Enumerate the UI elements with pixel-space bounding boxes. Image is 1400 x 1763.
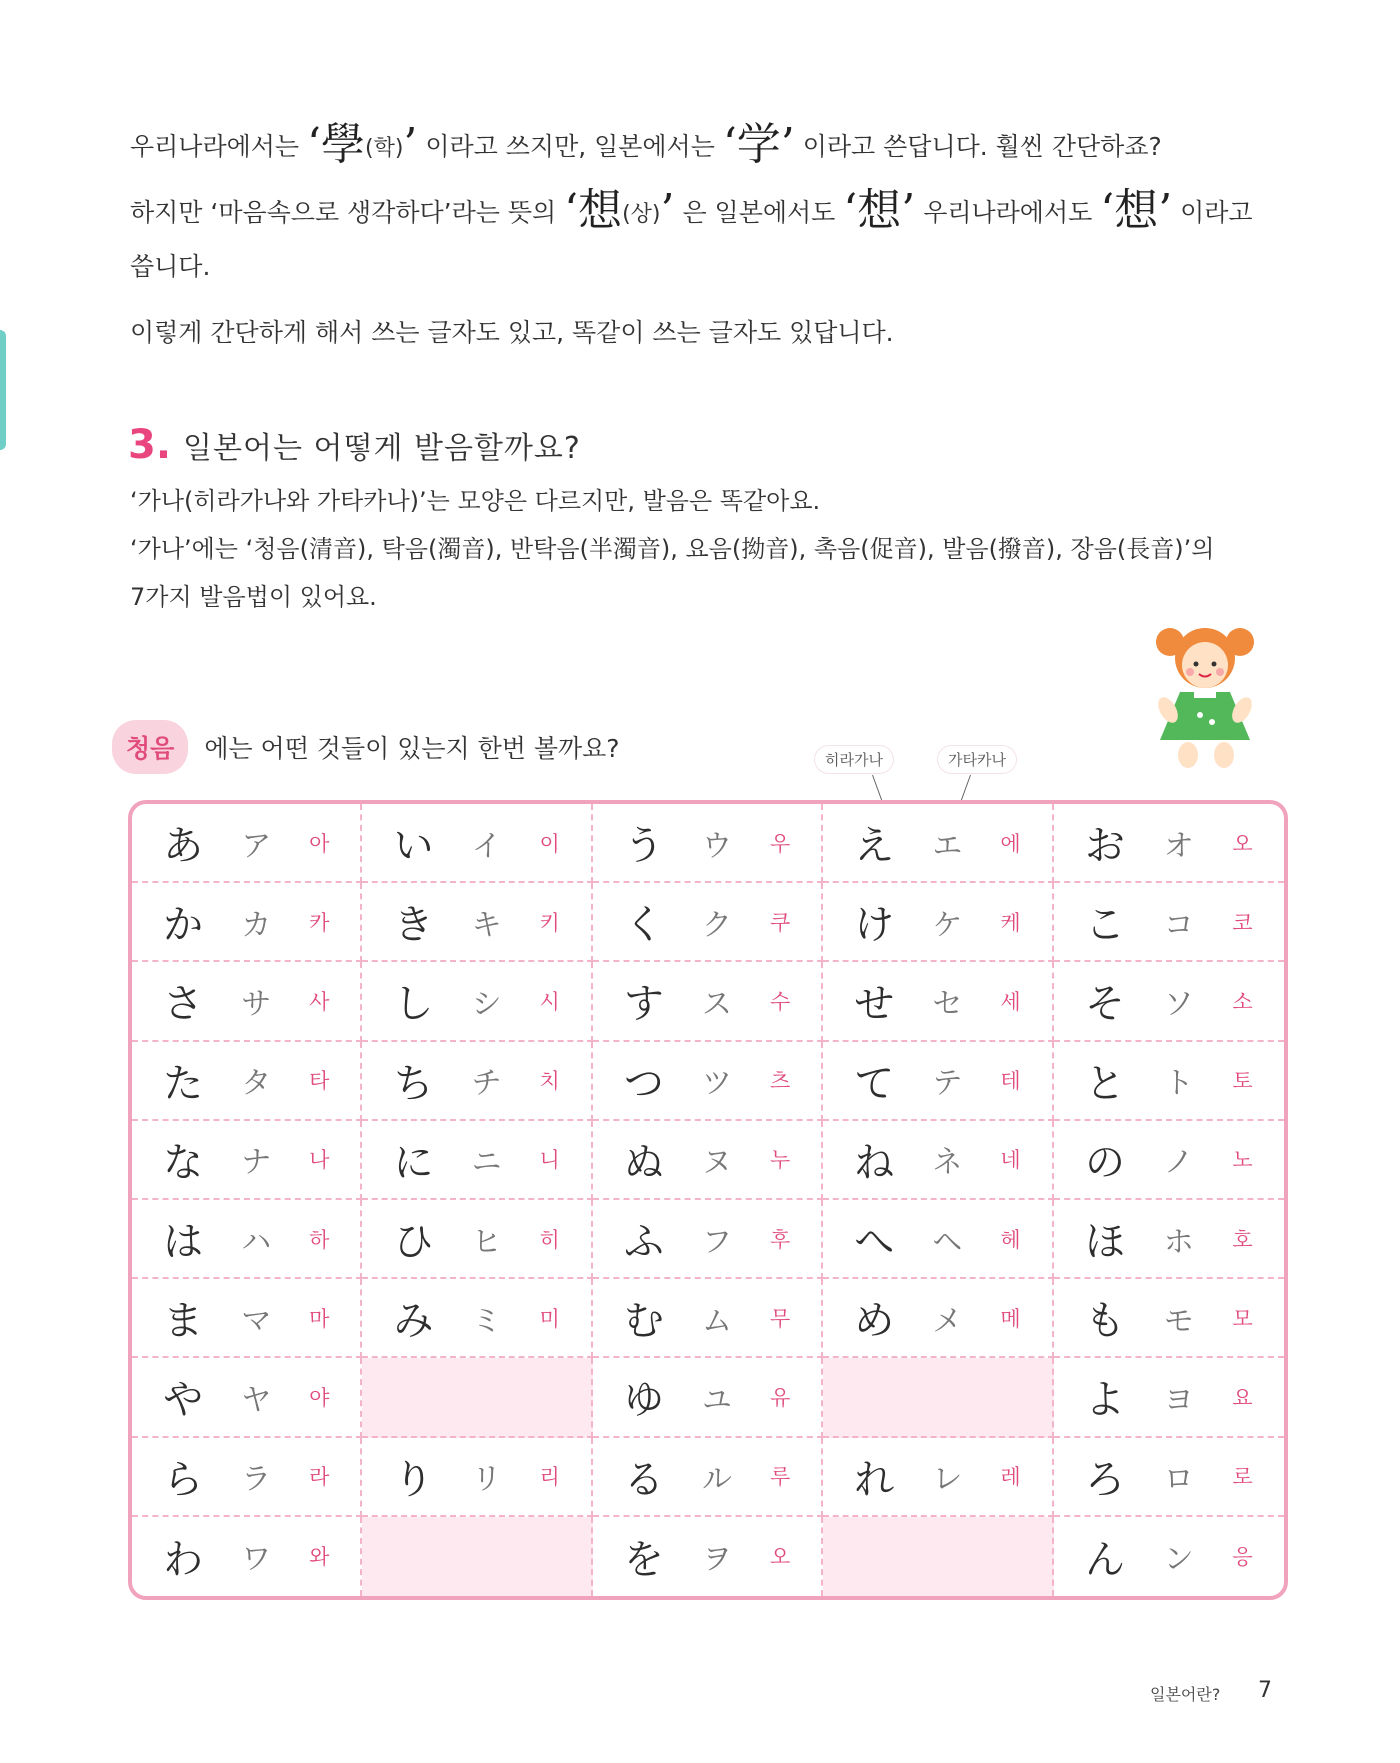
hiragana-char: り: [393, 1456, 434, 1503]
callout-katakana: 가타카나: [938, 746, 1016, 773]
korean-reading: 수: [769, 989, 791, 1014]
katakana-char: レ: [932, 1462, 963, 1498]
katakana-char: ヲ: [701, 1542, 732, 1578]
korean-reading: 니: [539, 1148, 560, 1173]
hiragana-char: な: [163, 1139, 204, 1186]
page-number: 7: [1258, 1678, 1272, 1703]
katakana-char: ミ: [471, 1303, 502, 1339]
korean-reading: 나: [309, 1148, 330, 1173]
kana-cell: [132, 883, 362, 962]
kana-cell: [823, 1438, 1053, 1517]
korean-reading: 하: [309, 1227, 330, 1252]
kana-cell: [1054, 883, 1284, 962]
katakana-char: エ: [932, 828, 963, 864]
hiragana-char: れ: [854, 1456, 895, 1503]
korean-reading: 루: [769, 1465, 791, 1490]
hiragana-char: ふ: [623, 1219, 664, 1266]
text: 우리나라에서는: [130, 132, 307, 161]
hiragana-char: か: [163, 902, 204, 949]
katakana-char: ス: [701, 986, 732, 1022]
korean-reading: 키: [539, 910, 560, 935]
korean-reading: 히: [539, 1227, 560, 1252]
hiragana-char: む: [623, 1298, 664, 1345]
kana-cell-empty: [823, 1517, 1053, 1596]
hiragana-char: と: [1084, 1060, 1125, 1107]
kana-cell: [593, 1358, 823, 1437]
kana-cell-empty: [823, 1358, 1053, 1437]
katakana-char: イ: [471, 828, 502, 864]
kana-cell: [823, 962, 1053, 1041]
korean-reading: 치: [539, 1069, 560, 1094]
korean-reading: 오: [1232, 831, 1253, 856]
korean-reading: 코: [1232, 910, 1253, 935]
korean-reading: 후: [769, 1227, 791, 1252]
kana-cell-empty: [362, 1517, 592, 1596]
hiragana-char: ひ: [393, 1219, 434, 1266]
kana-cell: [362, 1121, 592, 1200]
katakana-char: ヒ: [471, 1224, 502, 1260]
hiragana-char: に: [393, 1139, 434, 1186]
category-text: 에는 어떤 것들이 있는지 한번 볼까요?: [204, 734, 620, 763]
katakana-char: オ: [1163, 828, 1194, 864]
kana-cell: [1054, 962, 1284, 1041]
katakana-char: チ: [471, 1066, 502, 1102]
korean-reading: 우: [769, 831, 791, 856]
kana-cell: [132, 1121, 362, 1200]
korean-reading: 츠: [769, 1069, 791, 1094]
callout-hiragana: 히라가나: [815, 746, 893, 773]
korean-reading: 소: [1232, 989, 1253, 1014]
category-badge: 청음: [112, 720, 188, 774]
kana-cell: [362, 962, 592, 1041]
kana-cell: [1054, 804, 1284, 883]
katakana-char: ン: [1163, 1542, 1194, 1578]
korean-reading: 리: [539, 1465, 560, 1490]
katakana-char: ケ: [932, 907, 963, 943]
section-title-text: 일본어는 어떻게 발음할까요?: [183, 431, 581, 466]
kana-cell: [823, 1279, 1053, 1358]
category-label-row: [112, 722, 620, 772]
hiragana-char: そ: [1084, 981, 1125, 1028]
korean-reading: 레: [1000, 1465, 1021, 1490]
katakana-char: シ: [471, 986, 502, 1022]
hiragana-char: め: [854, 1298, 895, 1345]
kana-cell: [132, 804, 362, 883]
kana-cell: [1054, 1121, 1284, 1200]
korean-reading: 라: [309, 1465, 330, 1490]
korean-reading: 무: [769, 1306, 791, 1331]
katakana-char: ム: [701, 1303, 732, 1339]
kana-cell-empty: [362, 1358, 592, 1437]
hanja-big: ‘想’: [843, 185, 916, 236]
katakana-char: ユ: [701, 1382, 732, 1418]
quote-mark: ’: [660, 185, 675, 236]
doll-illustration: [1150, 620, 1260, 770]
korean-reading: 노: [1232, 1148, 1253, 1173]
korean-reading: 아: [309, 831, 330, 856]
hiragana-char: う: [623, 823, 664, 870]
kana-cell: [1054, 1279, 1284, 1358]
hiragana-char: は: [163, 1219, 204, 1266]
kana-cell: [132, 1438, 362, 1517]
kana-cell: [823, 1121, 1053, 1200]
kana-cell: [362, 1279, 592, 1358]
hiragana-char: ま: [163, 1298, 204, 1345]
kana-cell: [593, 1279, 823, 1358]
kana-cell: [132, 1358, 362, 1437]
text: 이라고: [1172, 198, 1253, 227]
hiragana-char: ね: [854, 1139, 895, 1186]
katakana-char: サ: [241, 986, 272, 1022]
korean-reading: 야: [309, 1385, 330, 1410]
kana-cell: [1054, 1517, 1284, 1596]
kana-cell: [362, 804, 592, 883]
katakana-char: ヨ: [1163, 1382, 1194, 1418]
katakana-char: ハ: [241, 1224, 272, 1260]
kana-cell: [362, 1042, 592, 1121]
hanja-big: ‘学’: [722, 119, 795, 170]
kana-cell: [362, 883, 592, 962]
kana-cell: [593, 1438, 823, 1517]
hiragana-char: つ: [623, 1060, 664, 1107]
body-line-1: ‘가나(히라가나와 가타카나)’는 모양은 다르지만, 발음은 똑같아요.: [130, 487, 821, 515]
korean-reading: 쿠: [769, 910, 791, 935]
hiragana-char: す: [623, 981, 664, 1028]
kana-cell: [823, 1042, 1053, 1121]
katakana-char: ヤ: [241, 1382, 272, 1418]
hiragana-char: こ: [1084, 902, 1125, 949]
section-heading: [128, 420, 581, 470]
kana-cell: [593, 1121, 823, 1200]
korean-reading: 호: [1232, 1227, 1253, 1252]
katakana-char: ニ: [471, 1145, 502, 1181]
katakana-char: ツ: [701, 1066, 732, 1102]
korean-reading: 사: [309, 989, 330, 1014]
text: 이라고 쓴답니다. 훨씬 간단하죠?: [794, 132, 1162, 161]
hiragana-char: よ: [1084, 1377, 1125, 1424]
korean-reading: 케: [1000, 910, 1021, 935]
hiragana-char: る: [623, 1456, 664, 1503]
text: 하지만 ‘마음속으로 생각하다’라는 뜻의: [130, 198, 565, 227]
intro-line-2: [130, 185, 1310, 236]
kana-cell: [593, 804, 823, 883]
kana-cell: [823, 883, 1053, 962]
intro-line-4: 이렇게 간단하게 해서 쓰는 글자도 있고, 똑같이 쓰는 글자도 있답니다.: [130, 318, 894, 347]
hiragana-char: ゆ: [623, 1377, 664, 1424]
intro-line-3: 씁니다.: [130, 252, 211, 281]
katakana-char: セ: [932, 986, 963, 1022]
kana-cell: [593, 1517, 823, 1596]
katakana-char: ネ: [932, 1145, 963, 1181]
hiragana-char: も: [1084, 1298, 1125, 1345]
kana-table: [128, 800, 1288, 1600]
korean-reading: 카: [309, 910, 330, 935]
katakana-char: カ: [241, 907, 272, 943]
intro-line-1: [130, 119, 1310, 170]
korean-reading: 헤: [1000, 1227, 1021, 1252]
kana-cell: [823, 1200, 1053, 1279]
korean-reading: 미: [539, 1306, 560, 1331]
katakana-char: ア: [241, 828, 272, 864]
kana-cell: [132, 962, 362, 1041]
korean-reading: 이: [539, 831, 560, 856]
hiragana-char: わ: [163, 1536, 204, 1583]
katakana-char: ト: [1163, 1066, 1194, 1102]
korean-reading: 네: [1000, 1148, 1021, 1173]
hiragana-char: せ: [854, 981, 895, 1028]
hiragana-char: を: [623, 1536, 664, 1583]
korean-reading: 세: [1000, 989, 1021, 1014]
page-edge-bar: [0, 330, 6, 450]
hiragana-char: や: [163, 1377, 204, 1424]
kana-cell: [1054, 1200, 1284, 1279]
korean-reading: 요: [1232, 1385, 1253, 1410]
kana-cell: [1054, 1042, 1284, 1121]
kana-cell: [362, 1200, 592, 1279]
katakana-char: ノ: [1163, 1145, 1194, 1181]
korean-reading: 응: [1232, 1545, 1253, 1570]
hanja-big: ‘學: [307, 119, 365, 170]
kana-cell: [593, 962, 823, 1041]
hiragana-char: た: [163, 1060, 204, 1107]
text: 은 일본에서도: [674, 198, 844, 227]
hiragana-char: ら: [163, 1456, 204, 1503]
text: 이라고 쓰지만, 일본에서는: [417, 132, 723, 161]
katakana-char: ク: [701, 907, 732, 943]
kana-cell: [132, 1279, 362, 1358]
katakana-char: ホ: [1163, 1224, 1194, 1260]
korean-reading: 유: [769, 1385, 791, 1410]
katakana-char: リ: [471, 1462, 502, 1498]
hiragana-char: ぬ: [623, 1139, 664, 1186]
katakana-char: ル: [701, 1462, 732, 1498]
korean-reading: 마: [309, 1306, 330, 1331]
hiragana-char: み: [393, 1298, 434, 1345]
section-number: 3.: [128, 422, 172, 468]
kana-cell: [1054, 1358, 1284, 1437]
hiragana-char: さ: [163, 981, 204, 1028]
katakana-char: ロ: [1163, 1462, 1194, 1498]
korean-reading: 에: [1000, 831, 1021, 856]
korean-reading: 누: [769, 1148, 791, 1173]
hiragana-char: て: [854, 1060, 895, 1107]
korean-reading: 메: [1000, 1306, 1021, 1331]
body-line-2: ‘가나’에는 ‘청음(清音), 탁음(濁音), 반탁음(半濁音), 요음(拗音), 촉음(促音), 발음(撥音), 장음(長音)’의: [130, 535, 1215, 563]
katakana-char: ソ: [1163, 986, 1194, 1022]
hanja-big: ‘想: [564, 185, 623, 236]
katakana-char: ラ: [241, 1462, 272, 1498]
katakana-char: コ: [1163, 907, 1194, 943]
quote-mark: ’: [403, 119, 418, 170]
korean-reading: 모: [1232, 1306, 1253, 1331]
katakana-char: メ: [932, 1303, 963, 1339]
hiragana-char: お: [1084, 823, 1125, 870]
katakana-char: テ: [932, 1066, 963, 1102]
katakana-char: マ: [241, 1303, 272, 1339]
katakana-char: モ: [1163, 1303, 1194, 1339]
katakana-char: タ: [241, 1066, 272, 1102]
hiragana-char: け: [854, 902, 895, 949]
text: 우리나라에서도: [915, 198, 1101, 227]
kana-cell: [132, 1200, 362, 1279]
kana-cell: [1054, 1438, 1284, 1517]
footer-chapter-label: 일본어란?: [1150, 1685, 1221, 1704]
korean-reading: 토: [1232, 1069, 1253, 1094]
katakana-char: ウ: [701, 828, 732, 864]
hanja-big: ‘想’: [1100, 185, 1173, 236]
kana-cell: [593, 883, 823, 962]
korean-reading: 로: [1232, 1465, 1253, 1490]
hiragana-char: あ: [163, 823, 204, 870]
kana-cell: [132, 1517, 362, 1596]
kana-cell: [132, 1042, 362, 1121]
hiragana-char: し: [393, 981, 434, 1028]
korean-reading: 테: [1000, 1069, 1021, 1094]
hanja-reading: (상): [622, 202, 661, 227]
hiragana-char: い: [393, 823, 434, 870]
katakana-char: ナ: [241, 1145, 272, 1181]
kana-cell: [362, 1438, 592, 1517]
hiragana-char: く: [623, 902, 664, 949]
katakana-char: ヌ: [701, 1145, 732, 1181]
hiragana-char: え: [854, 823, 895, 870]
kana-cell: [823, 804, 1053, 883]
katakana-char: フ: [701, 1224, 732, 1260]
katakana-char: ヘ: [932, 1224, 963, 1260]
hiragana-char: の: [1084, 1139, 1125, 1186]
hiragana-char: き: [393, 902, 434, 949]
korean-reading: 와: [309, 1545, 330, 1570]
hiragana-char: ほ: [1084, 1219, 1125, 1266]
korean-reading: 시: [539, 989, 560, 1014]
korean-reading: 타: [309, 1069, 330, 1094]
katakana-char: ワ: [241, 1542, 272, 1578]
korean-reading: 오: [769, 1545, 791, 1570]
hiragana-char: ん: [1084, 1536, 1125, 1583]
kana-cell: [593, 1042, 823, 1121]
hiragana-char: へ: [854, 1219, 895, 1266]
hiragana-char: ち: [393, 1060, 434, 1107]
hiragana-char: ろ: [1084, 1456, 1125, 1503]
hanja-reading: (학): [365, 136, 404, 161]
kana-cell: [593, 1200, 823, 1279]
body-line-3: 7가지 발음법이 있어요.: [130, 583, 377, 611]
katakana-char: キ: [471, 907, 502, 943]
